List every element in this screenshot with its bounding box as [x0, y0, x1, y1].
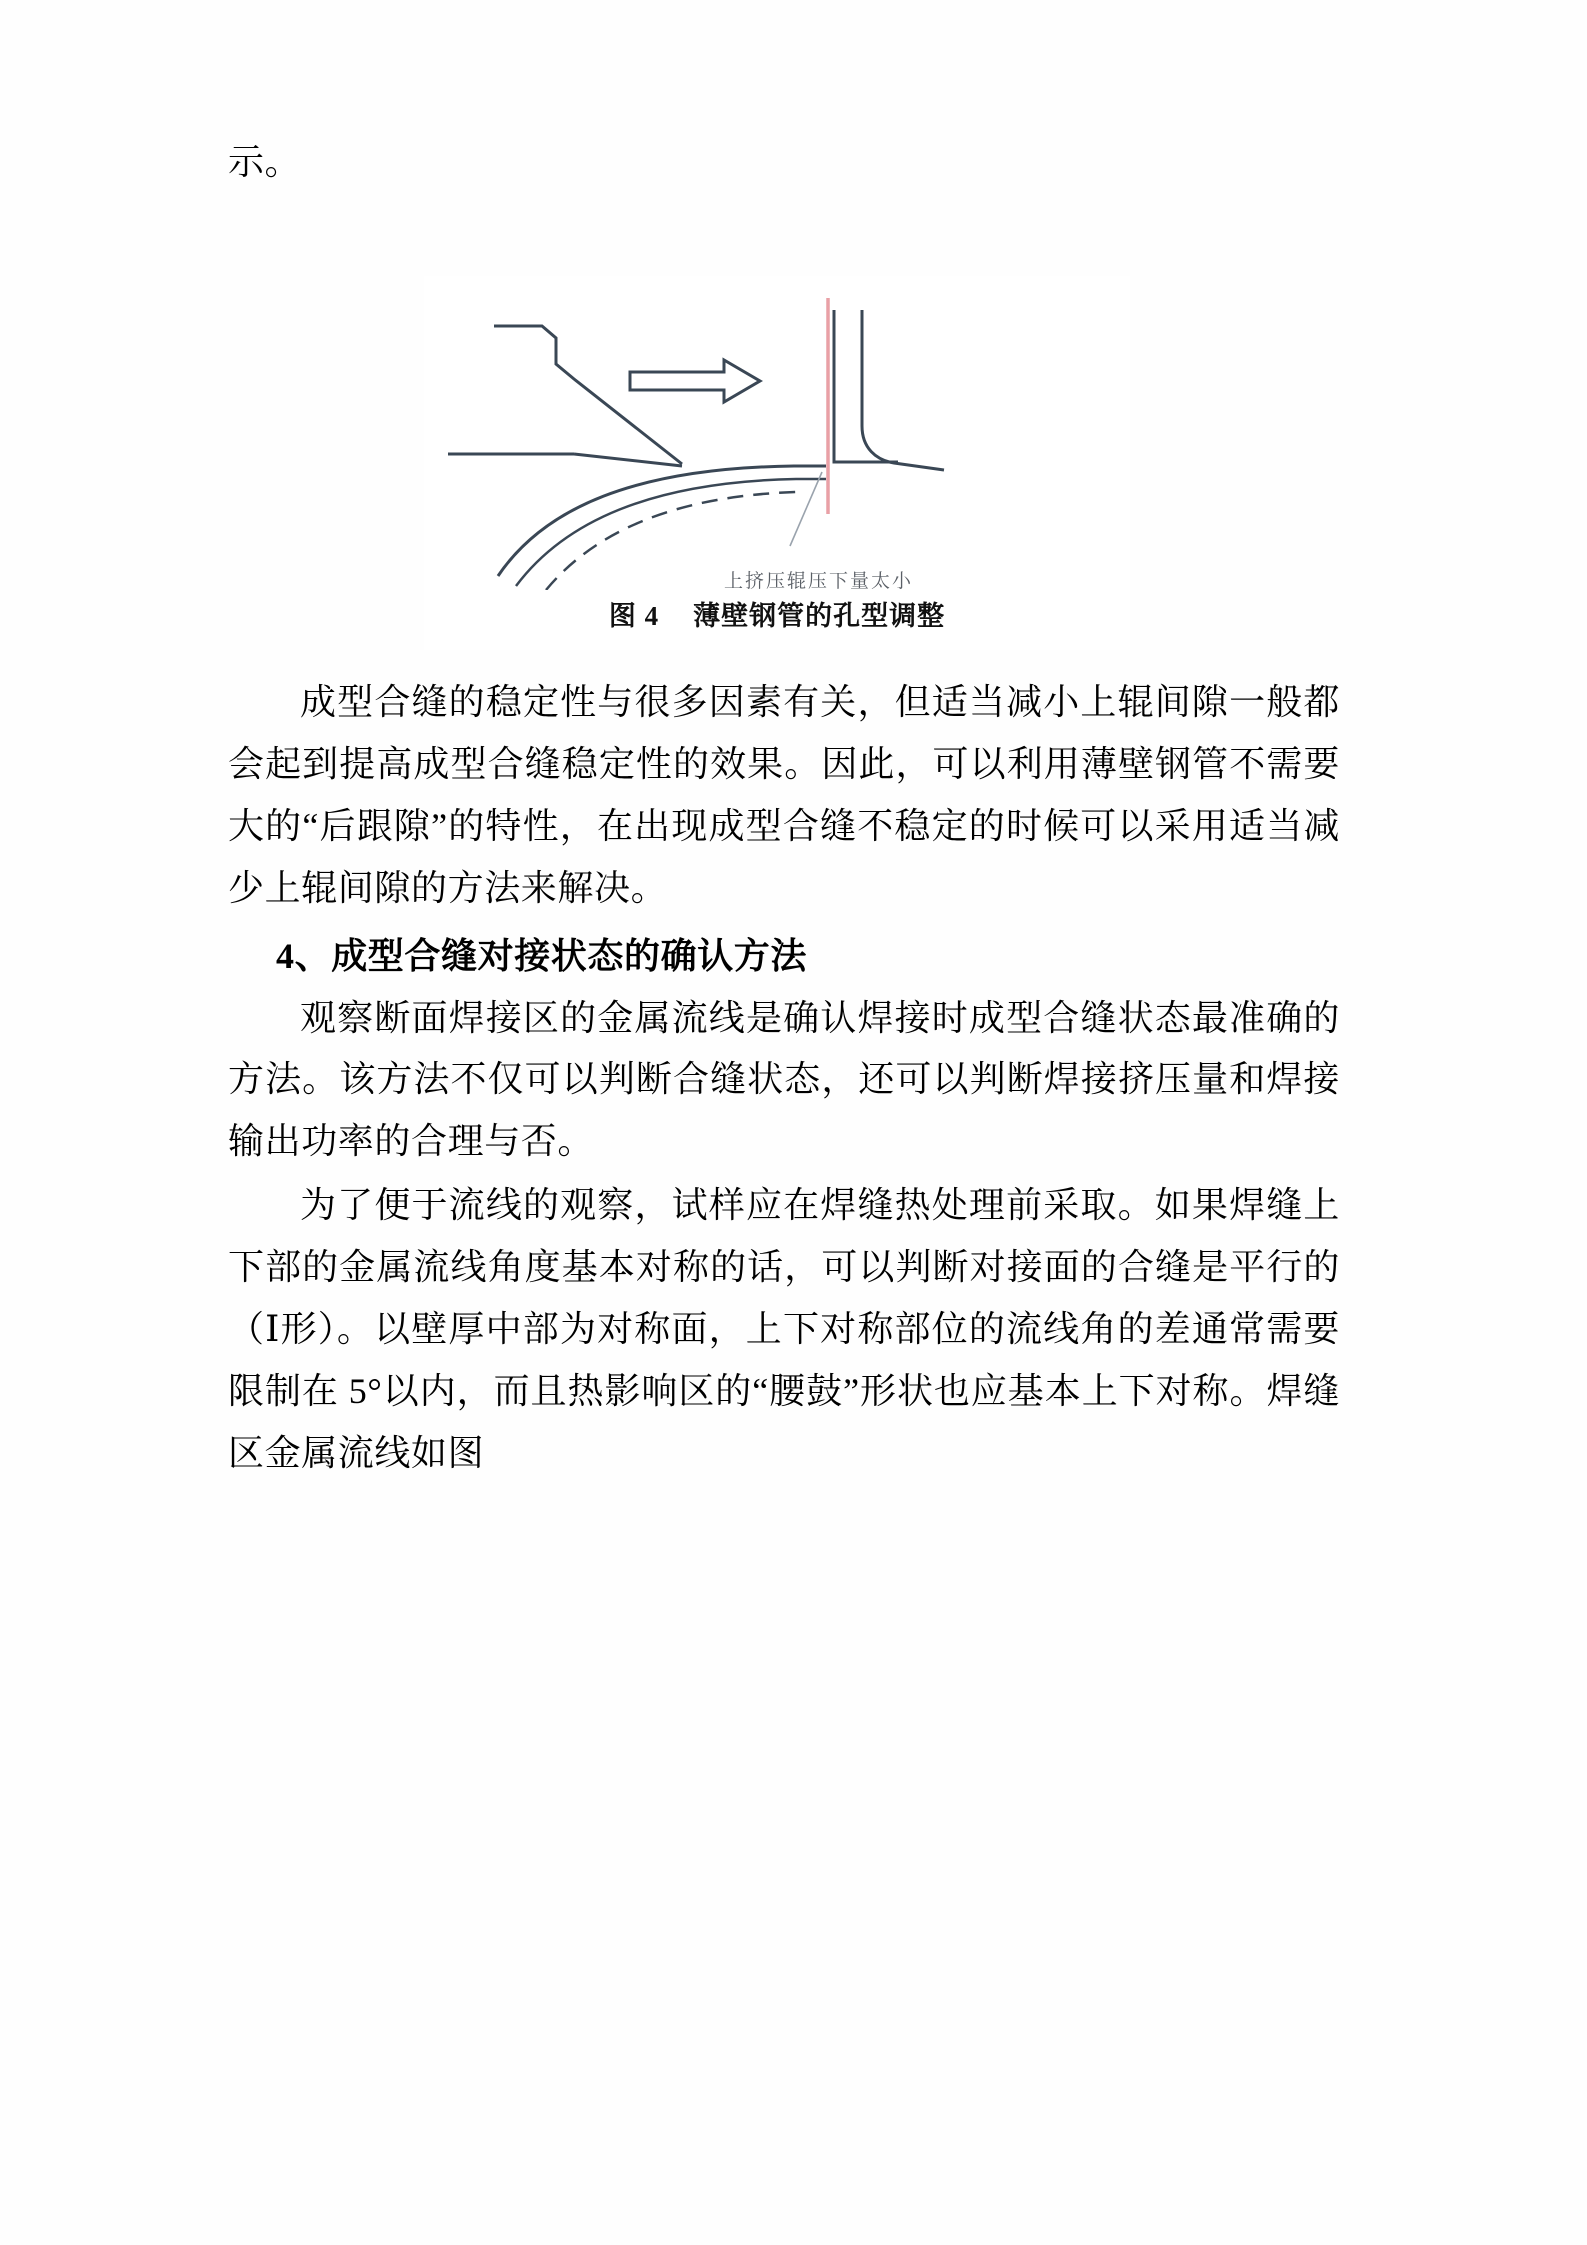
paragraph-3: 为了便于流线的观察，试样应在焊缝热处理前采取。如果焊缝上下部的金属流线角度基本对称的话，可以判断对接面的合缝是平行的（Ⅰ形）。以壁厚中部为对称面，上下对称部位的流线角的差通常需要限制在 5°以内，而且热影响区的“腰鼓”形状也应基本上下对称。焊缝区金属流线如图 [228, 1185, 1340, 1473]
figure-annotation-label: 上挤压辊压下量太小 [724, 571, 914, 592]
page-top-text [228, 132, 1338, 194]
figure-caption-number: 图 4 [608, 601, 660, 631]
document-body [228, 672, 1340, 1487]
figure-4-illustration [424, 276, 1130, 590]
section-heading-4: 4、成型合缝对接状态的确认方法 [276, 935, 808, 976]
figure-caption [424, 594, 1130, 633]
paragraph-2: 观察断面焊接区的金属流线是确认焊接时成型合缝状态最准确的方法。该方法不仅可以判断合缝状态，还可以判断焊接挤压量和焊接输出功率的合理与否。 [228, 997, 1340, 1162]
paragraph-1: 成型合缝的稳定性与很多因素有关，但适当减小上辊间隙一般都会起到提高成型合缝稳定性的效果。因此，可以利用薄壁钢管不需要大的“后跟隙”的特性，在出现成型合缝不稳定的时候可以采用适当减少上辊间隙的方法来解决。 [228, 682, 1340, 908]
figure-caption-title: 薄壁钢管的孔型调整 [693, 601, 946, 631]
figure-4 [424, 276, 1130, 650]
text-line-shi: 示。 [228, 142, 302, 182]
